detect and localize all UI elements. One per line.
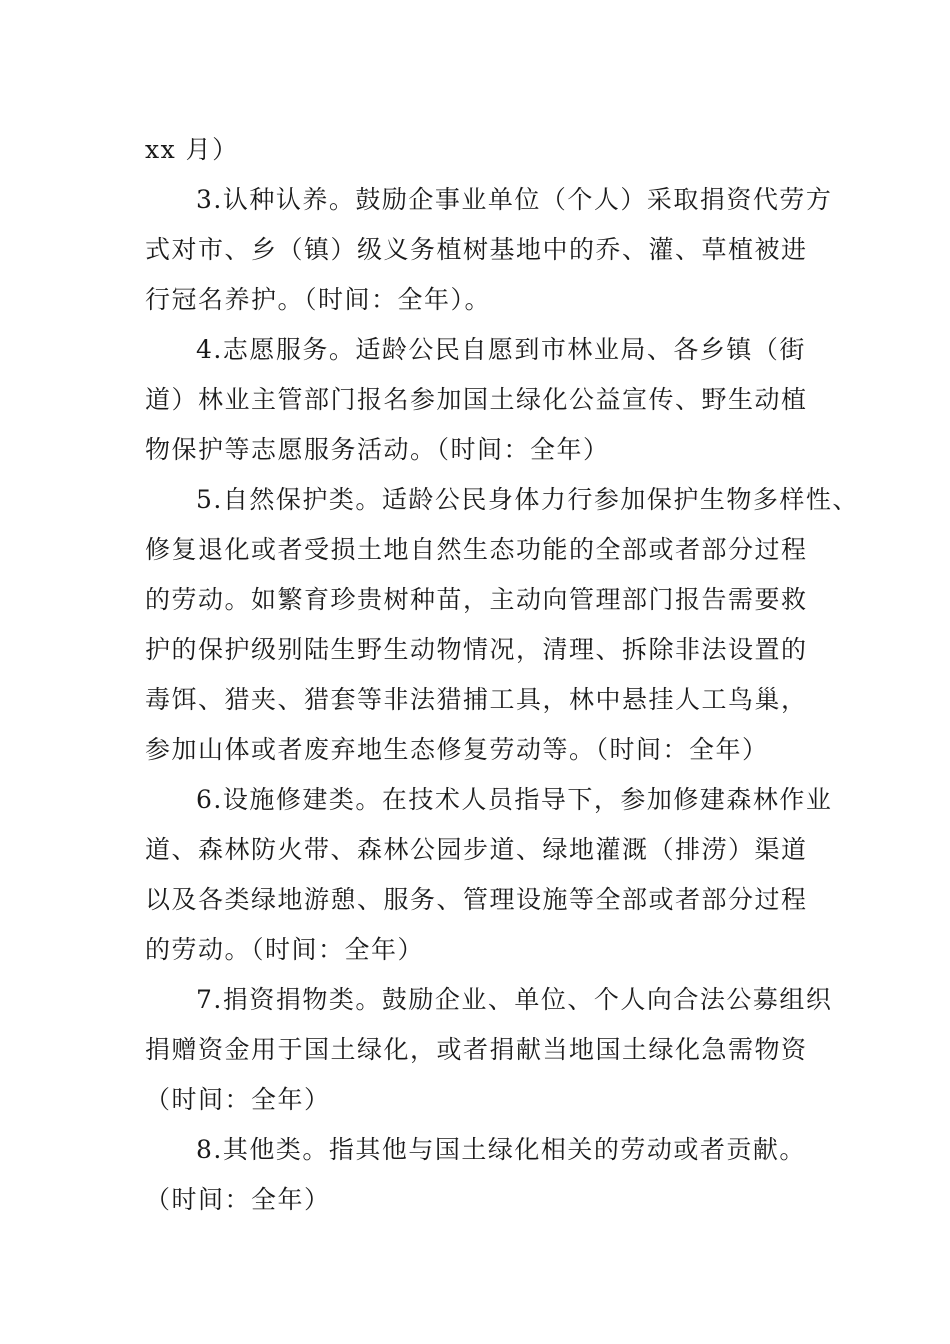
text-line: 道、森林防火带、森林公园步道、绿地灌溉（排涝）渠道 <box>145 835 808 864</box>
text-line: 的劳动。如繁育珍贵树种苗，主动向管理部门报告需要救 <box>145 585 808 614</box>
text-line: xx 月） <box>145 135 239 164</box>
text-line: 6.设施修建类。在技术人员指导下，参加修建森林作业 <box>196 785 833 814</box>
text-line: 物保护等志愿服务活动。（时间：全年） <box>145 435 610 464</box>
text-line: （时间：全年） <box>145 1085 331 1114</box>
text-line: 5.自然保护类。适龄公民身体力行参加保护生物多样性、 <box>196 485 859 514</box>
text-line: （时间：全年） <box>145 1185 331 1214</box>
text-line: 以及各类绿地游憩、服务、管理设施等全部或者部分过程 <box>145 885 808 914</box>
text-line: 行冠名养护。（时间：全年）。 <box>145 285 492 314</box>
text-line: 的劳动。（时间：全年） <box>145 935 425 964</box>
text-line: 毒饵、猎夹、猎套等非法猎捕工具，林中悬挂人工鸟巢， <box>145 685 808 714</box>
text-line: 参加山体或者废弃地生态修复劳动等。（时间：全年） <box>145 735 769 764</box>
text-line: 7.捐资捐物类。鼓励企业、单位、个人向合法公募组织 <box>196 985 833 1014</box>
text-line: 4.志愿服务。适龄公民自愿到市林业局、各乡镇（街 <box>196 335 806 364</box>
text-line: 修复退化或者受损土地自然生态功能的全部或者部分过程 <box>145 535 808 564</box>
text-line: 3.认种认养。鼓励企事业单位（个人）采取捐资代劳方 <box>196 185 833 214</box>
text-line: 8.其他类。指其他与国土绿化相关的劳动或者贡献。 <box>196 1135 806 1164</box>
text-line: 式对市、乡（镇）级义务植树基地中的乔、灌、草植被进 <box>145 235 808 264</box>
text-line: 护的保护级别陆生野生动物情况，清理、拆除非法设置的 <box>145 635 808 664</box>
text-line: 道）林业主管部门报名参加国土绿化公益宣传、野生动植 <box>145 385 808 414</box>
text-line: 捐赠资金用于国土绿化，或者捐献当地国土绿化急需物资 <box>145 1035 808 1064</box>
